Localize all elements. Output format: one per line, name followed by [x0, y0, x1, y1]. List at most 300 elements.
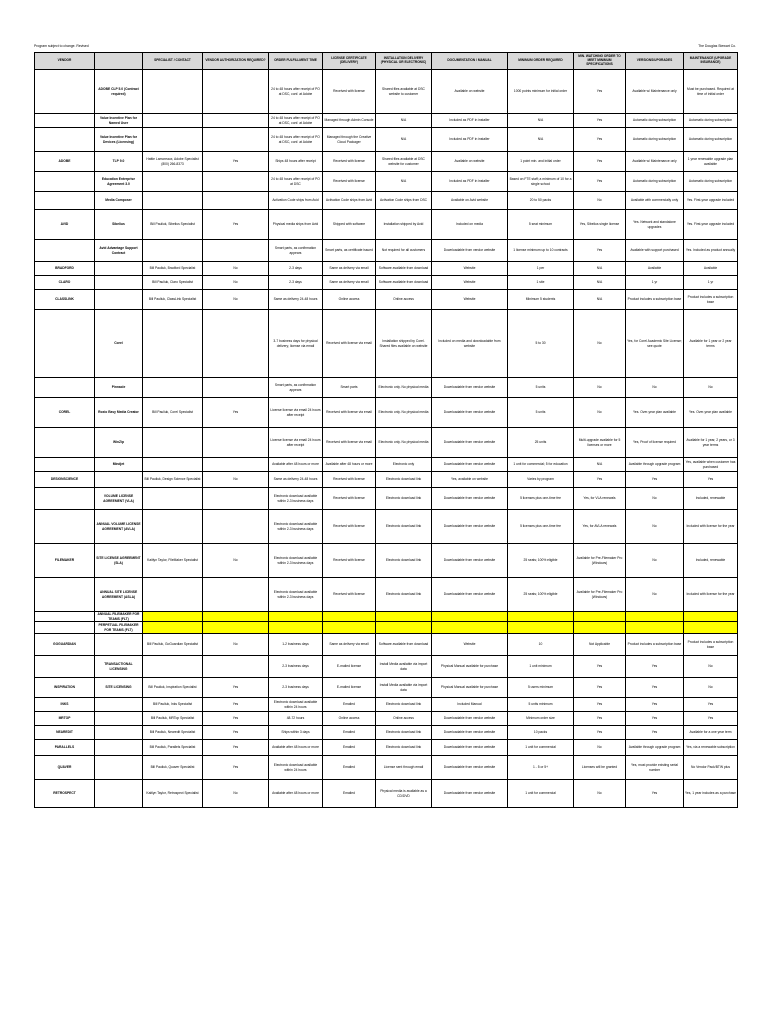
fulfillment-cell: Smart parts, as confirmation appears — [269, 240, 323, 262]
fulfillment-cell: Electronic download available within 24 hours — [269, 756, 323, 780]
auth-cell — [203, 70, 269, 114]
match-order-cell: Yes — [574, 712, 626, 726]
certificate-cell: Activation Code ships from Avid — [323, 192, 376, 210]
auth-cell — [203, 656, 269, 678]
minimum-cell: 1 site — [508, 276, 574, 290]
installation-cell: Electronic download link — [376, 544, 432, 578]
maintenance-cell: No — [684, 378, 738, 398]
vendor-cell — [35, 458, 95, 472]
table-row — [35, 612, 738, 622]
certificate-cell: Same as delivery via email — [323, 634, 376, 656]
versions-cell: Yes, for Corel Academic Site License; see quote — [626, 310, 684, 378]
col-header-match-order: MIN. WATCHING ORDER TO MEET MINIMUM SPECIFICATIONS — [574, 53, 626, 70]
contact-cell — [143, 70, 203, 114]
match-order-cell: N/A — [574, 262, 626, 276]
fulfillment-cell: Electronic download available within 2-3 business days — [269, 488, 323, 510]
auth-cell — [203, 428, 269, 458]
match-order-cell: Yes, for AVLA renewals — [574, 510, 626, 544]
versions-cell: Product includes a subscription base — [626, 634, 684, 656]
auth-cell: Yes — [203, 398, 269, 428]
program-cell — [95, 698, 143, 712]
documentation-cell: Downloadable from vendor website — [432, 510, 508, 544]
documentation-cell: Downloadable from vendor website — [432, 740, 508, 756]
auth-cell — [203, 488, 269, 510]
installation-cell: N/A — [376, 114, 432, 128]
maintenance-cell: Available for 1 year, 2 years, or 3 year terms — [684, 428, 738, 458]
program-cell — [95, 472, 143, 488]
versions-cell: Yes, Proof of license required — [626, 428, 684, 458]
vendor-cell: COREL — [35, 398, 95, 428]
documentation-cell — [432, 622, 508, 634]
documentation-cell: Downloadable from vendor website — [432, 712, 508, 726]
match-order-cell: No — [574, 378, 626, 398]
certificate-cell: Emailed — [323, 740, 376, 756]
table-row — [35, 172, 738, 192]
program-cell: WinZip — [95, 428, 143, 458]
versions-cell: Yes. Over-year plan available — [626, 398, 684, 428]
match-order-cell: Yes — [574, 114, 626, 128]
vendor-cell: NEAREDIT — [35, 726, 95, 740]
certificate-cell: Emailed — [323, 698, 376, 712]
program-cell: Roxio Easy Media Creator — [95, 398, 143, 428]
table-row — [35, 656, 738, 678]
maintenance-cell: Automatic during subscription — [684, 172, 738, 192]
documentation-cell: Physical Manual available for purchase — [432, 678, 508, 698]
maintenance-cell: 1 year renewable upgrade plan available — [684, 152, 738, 172]
maintenance-cell: Must be purchased. Required at time of initial order — [684, 70, 738, 114]
vendor-cell: INKS — [35, 698, 95, 712]
minimum-cell: 5 licenses plus one-time fee — [508, 488, 574, 510]
minimum-cell: 10 packs — [508, 726, 574, 740]
auth-cell — [203, 310, 269, 378]
documentation-cell: Downloadable from vendor website — [432, 578, 508, 612]
installation-cell: Online access — [376, 290, 432, 310]
certificate-cell: Emailed — [323, 756, 376, 780]
table-row — [35, 276, 738, 290]
minimum-cell: 5 units — [508, 398, 574, 428]
program-cell: SITE LICENSE AGREEMENT (SLA) — [95, 544, 143, 578]
minimum-cell: 1 unit for commercial — [508, 740, 574, 756]
match-order-cell: Yes — [574, 472, 626, 488]
contact-cell — [143, 378, 203, 398]
maintenance-cell: No — [684, 656, 738, 678]
contact-cell — [143, 488, 203, 510]
installation-cell: Electronic only. No physical media — [376, 378, 432, 398]
versions-cell: No — [626, 378, 684, 398]
documentation-cell: Downloadable from vendor website — [432, 240, 508, 262]
certificate-cell: Received with license — [323, 510, 376, 544]
auth-cell: No — [203, 780, 269, 808]
versions-cell: Yes — [626, 656, 684, 678]
fulfillment-cell — [269, 612, 323, 622]
versions-cell: Yes. Network and standalone upgrades — [626, 210, 684, 240]
program-cell — [95, 756, 143, 780]
match-order-cell: Multi-upgrade available for 5 licenses or more — [574, 428, 626, 458]
vendor-cell — [35, 70, 95, 114]
documentation-cell: Downloadable from vendor website — [432, 458, 508, 472]
program-cell: TLP 9.0 — [95, 152, 143, 172]
contact-cell: Bill Pauliuk, Inspiration Specialist — [143, 678, 203, 698]
contact-cell: Bill Pauliuk, MRTop Specialist — [143, 712, 203, 726]
contact-cell: Bill Pauliuk, Nearedit Specialist — [143, 726, 203, 740]
header-left-note: Program subject to change. Revised — [34, 44, 89, 48]
auth-cell — [203, 622, 269, 634]
match-order-cell: No — [574, 192, 626, 210]
table-row — [35, 756, 738, 780]
installation-cell — [376, 622, 432, 634]
maintenance-cell: Yes, via a renewable subscription — [684, 740, 738, 756]
minimum-cell: 5 to 30 — [508, 310, 574, 378]
vendor-cell — [35, 428, 95, 458]
documentation-cell: Downloadable from vendor website — [432, 428, 508, 458]
table-row — [35, 290, 738, 310]
match-order-cell — [574, 612, 626, 622]
fulfillment-cell: 24 to 48 hours after receipt of PO at DSC, conf. at Adobe — [269, 70, 323, 114]
fulfillment-cell: 2-3 business days — [269, 656, 323, 678]
table-row — [35, 780, 738, 808]
documentation-cell: Website — [432, 262, 508, 276]
installation-cell: Electronic download link — [376, 698, 432, 712]
table-row — [35, 114, 738, 128]
table-body — [35, 70, 738, 808]
contact-cell: Bill Pauliuk, Inks Specialist — [143, 698, 203, 712]
fulfillment-cell: Smart parts, as confirmation appears — [269, 378, 323, 398]
versions-cell: Automatic during subscription — [626, 172, 684, 192]
program-cell: Value Incentive Plan for Named User — [95, 114, 143, 128]
table-row — [35, 740, 738, 756]
match-order-cell — [574, 622, 626, 634]
program-cell: Media Composer — [95, 192, 143, 210]
certificate-cell: Managed through Admin Console — [323, 114, 376, 128]
match-order-cell: Not Applicable — [574, 634, 626, 656]
auth-cell — [203, 510, 269, 544]
installation-cell: Installation shipped by Corel. Shared files available on website — [376, 310, 432, 378]
table-row — [35, 488, 738, 510]
fulfillment-cell: Same as delivery 24-48 hours — [269, 472, 323, 488]
match-order-cell: Yes, for VLA renewals — [574, 488, 626, 510]
versions-cell: 1 yr — [626, 276, 684, 290]
fulfillment-cell: 2-3 days — [269, 262, 323, 276]
contact-cell — [143, 612, 203, 622]
certificate-cell: Received with license via email — [323, 428, 376, 458]
minimum-cell: 20 to 50 packs — [508, 192, 574, 210]
fulfillment-cell: 3-7 business days for physical delivery; license via email — [269, 310, 323, 378]
versions-cell — [626, 622, 684, 634]
certificate-cell — [323, 622, 376, 634]
maintenance-cell: Included with license for the year — [684, 578, 738, 612]
vendor-cell: FILEMAKER — [35, 544, 95, 578]
minimum-cell — [508, 612, 574, 622]
fulfillment-cell: Ships 48 hours after receipt — [269, 152, 323, 172]
vendor-cell — [35, 378, 95, 398]
documentation-cell: Downloadable from vendor website — [432, 398, 508, 428]
installation-cell: Electronic download link — [376, 740, 432, 756]
maintenance-cell: Product includes a subscription base — [684, 634, 738, 656]
match-order-cell: N/A — [574, 276, 626, 290]
vendor-cell — [35, 310, 95, 378]
contact-cell: Bill Pauliuk, ClassLink Specialist — [143, 290, 203, 310]
vendor-cell: PARALLELS — [35, 740, 95, 756]
vendor-cell — [35, 578, 95, 612]
fulfillment-cell: Ships within 3 days — [269, 726, 323, 740]
certificate-cell: Received with license via email — [323, 310, 376, 378]
vendor-cell — [35, 656, 95, 678]
col-header-fulfillment: ORDER FULFILLMENT TIME — [269, 53, 323, 70]
maintenance-cell: No Vendor Pack/BTW plus — [684, 756, 738, 780]
table-row — [35, 698, 738, 712]
table-row — [35, 210, 738, 240]
versions-cell: Available w/ Maintenance only — [626, 70, 684, 114]
certificate-cell: Available after 48 hours or more — [323, 458, 376, 472]
minimum-cell: Minimum 5 students — [508, 290, 574, 310]
certificate-cell: Received with license via email — [323, 398, 376, 428]
auth-cell — [203, 612, 269, 622]
minimum-cell: 5 seat minimum — [508, 210, 574, 240]
maintenance-cell: Product includes a subscription base — [684, 290, 738, 310]
certificate-cell: E-mailed license — [323, 656, 376, 678]
certificate-cell — [323, 612, 376, 622]
maintenance-cell: Yes, available when customer has purchased — [684, 458, 738, 472]
installation-cell: Electronic only — [376, 458, 432, 472]
program-cell — [95, 276, 143, 290]
maintenance-cell: 1 yr — [684, 276, 738, 290]
versions-cell: Yes — [626, 726, 684, 740]
documentation-cell: Downloadable from vendor website — [432, 780, 508, 808]
certificate-cell: Received with license — [323, 472, 376, 488]
minimum-cell: Minimum order size — [508, 712, 574, 726]
vendor-cell: DESIGNSCIENCE — [35, 472, 95, 488]
match-order-cell: Available for Pre-Filemaker Pro (Windows) — [574, 578, 626, 612]
col-header-certificate: LICENSE CERTIFICATE (DELIVERY) — [323, 53, 376, 70]
program-cell: PERPETUAL FILEMAKER FOR TEAMS (FLT) — [95, 622, 143, 634]
documentation-cell: Downloadable from vendor website — [432, 378, 508, 398]
auth-cell — [203, 240, 269, 262]
installation-cell: License sent through email — [376, 756, 432, 780]
maintenance-cell: Yes — [684, 698, 738, 712]
col-header-program — [95, 53, 143, 70]
minimum-cell: 1 unit minimum — [508, 656, 574, 678]
fulfillment-cell: 24 to 48 hours after receipt of PO at DSC, conf. at Adobe — [269, 114, 323, 128]
documentation-cell: Available on Avid website — [432, 192, 508, 210]
match-order-cell: Yes — [574, 70, 626, 114]
maintenance-cell: Available for a one year term — [684, 726, 738, 740]
versions-cell: Yes — [626, 780, 684, 808]
match-order-cell: Available for Pre-Filemaker Pro (Windows) — [574, 544, 626, 578]
auth-cell: Yes — [203, 712, 269, 726]
vendor-cell: GOGUARDIAN — [35, 634, 95, 656]
certificate-cell: Received with license — [323, 578, 376, 612]
maintenance-cell: Yes. First-year upgrade included — [684, 210, 738, 240]
contact-cell: Bill Pauliuk, Bradford Specialist — [143, 262, 203, 276]
table-row — [35, 398, 738, 428]
contact-cell — [143, 458, 203, 472]
program-cell — [95, 634, 143, 656]
maintenance-cell: Automatic during subscription — [684, 128, 738, 152]
contact-cell — [143, 428, 203, 458]
program-cell: Pinnacle — [95, 378, 143, 398]
versions-cell: Available with support purchased — [626, 240, 684, 262]
match-order-cell: Yes — [574, 172, 626, 192]
auth-cell — [203, 128, 269, 152]
program-cell — [95, 780, 143, 808]
contact-cell: Hattie Lamoreaux, Adobe Specialist (800) 266-8373 — [143, 152, 203, 172]
auth-cell: No — [203, 544, 269, 578]
fulfillment-cell: 2-3 business days — [269, 678, 323, 698]
installation-cell: Electronic only. No physical media — [376, 428, 432, 458]
installation-cell: Electronic download link — [376, 488, 432, 510]
documentation-cell — [432, 612, 508, 622]
installation-cell: Software available from download — [376, 262, 432, 276]
vendor-cell — [35, 172, 95, 192]
match-order-cell: Yes — [574, 678, 626, 698]
match-order-cell: Yes — [574, 698, 626, 712]
certificate-cell: Same as delivery via email — [323, 276, 376, 290]
program-cell: Sibelius — [95, 210, 143, 240]
col-header-minimum: MINIMUM ORDER REQUIRED — [508, 53, 574, 70]
col-header-auth: VENDOR AUTHORIZATION REQUIRED? — [203, 53, 269, 70]
certificate-cell: Smart parts — [323, 378, 376, 398]
versions-cell: Automatic during subscription — [626, 114, 684, 128]
contact-cell: Kaitlyn Taylor, Retrospect Specialist — [143, 780, 203, 808]
table-row — [35, 712, 738, 726]
vendor-cell — [35, 114, 95, 128]
vendor-cell — [35, 612, 95, 622]
table-row — [35, 578, 738, 612]
program-cell — [95, 726, 143, 740]
vendor-cell — [35, 510, 95, 544]
minimum-cell: N/A — [508, 114, 574, 128]
table-row — [35, 192, 738, 210]
match-order-cell: Yes, Sibelius single license — [574, 210, 626, 240]
fulfillment-cell: License license via email 24 hours after receipt — [269, 398, 323, 428]
fulfillment-cell: Same as delivery 24-48 hours — [269, 290, 323, 310]
vendor-cell: QUAVER — [35, 756, 95, 780]
auth-cell — [203, 192, 269, 210]
minimum-cell: 5 licenses plus one-time fee — [508, 510, 574, 544]
vendor-cell: BRADFORD — [35, 262, 95, 276]
vendor-cell: CLARO — [35, 276, 95, 290]
auth-cell: No — [203, 262, 269, 276]
documentation-cell: Included on media — [432, 210, 508, 240]
versions-cell: Automatic during subscription — [626, 128, 684, 152]
contact-cell — [143, 510, 203, 544]
versions-cell: No — [626, 510, 684, 544]
program-cell — [95, 290, 143, 310]
documentation-cell: Downloadable from vendor website — [432, 488, 508, 510]
installation-cell: Activation Code ships from DSC — [376, 192, 432, 210]
vendor-cell: RETROSPECT — [35, 780, 95, 808]
documentation-cell: Website — [432, 290, 508, 310]
contact-cell: Bill Pauliuk, Parallels Specialist — [143, 740, 203, 756]
program-cell: ANNUAL SITE LICENSE AGREEMENT (ASLA) — [95, 578, 143, 612]
match-order-cell: Yes — [574, 656, 626, 678]
vendor-cell — [35, 240, 95, 262]
fulfillment-cell: Physical media ships from Avid — [269, 210, 323, 240]
certificate-cell: Emailed — [323, 780, 376, 808]
fulfillment-cell: 48-72 hours — [269, 712, 323, 726]
maintenance-cell — [684, 612, 738, 622]
installation-cell: Electronic download link — [376, 578, 432, 612]
versions-cell: Yes — [626, 678, 684, 698]
installation-cell — [376, 612, 432, 622]
vendor-cell — [35, 192, 95, 210]
contact-cell: Bill Pauliuk, Claro Specialist — [143, 276, 203, 290]
installation-cell: Installation shipped by Avid — [376, 210, 432, 240]
versions-cell: Available with commercially only — [626, 192, 684, 210]
versions-cell: Product includes a subscription base — [626, 290, 684, 310]
versions-cell: Available through upgrade program — [626, 740, 684, 756]
match-order-cell: N/A — [574, 290, 626, 310]
vendor-cell: MRTOP — [35, 712, 95, 726]
installation-cell: Not required for all customers — [376, 240, 432, 262]
minimum-cell: 5 units — [508, 378, 574, 398]
minimum-cell: 1 unit for commercial; 5 for education — [508, 458, 574, 472]
table-row — [35, 378, 738, 398]
documentation-cell: Website — [432, 634, 508, 656]
minimum-cell: Based on FTE staff; a minimum of 10 for a single school — [508, 172, 574, 192]
fulfillment-cell: Electronic download available within 2-3 business days — [269, 578, 323, 612]
table-row — [35, 472, 738, 488]
certificate-cell: Online access — [323, 290, 376, 310]
contact-cell — [143, 114, 203, 128]
documentation-cell: Included as PDF in installer — [432, 114, 508, 128]
minimum-cell: 1 unit for commercial — [508, 780, 574, 808]
maintenance-cell: Available — [684, 262, 738, 276]
table-row — [35, 70, 738, 114]
versions-cell: Yes — [626, 712, 684, 726]
documentation-cell: Included as PDF in installer — [432, 128, 508, 152]
program-cell — [95, 740, 143, 756]
fulfillment-cell: 24 to 48 hours after receipt of PO at DSC, conf. at Adobe — [269, 128, 323, 152]
vendor-cell — [35, 488, 95, 510]
auth-cell: Yes — [203, 678, 269, 698]
header-company: The Douglas Stewart Co. — [698, 44, 736, 48]
program-cell: Mindjet — [95, 458, 143, 472]
match-order-cell: No — [574, 310, 626, 378]
fulfillment-cell — [269, 622, 323, 634]
fulfillment-cell: License license via email 24 hours after receipt — [269, 428, 323, 458]
table-row — [35, 510, 738, 544]
match-order-cell: Yes — [574, 128, 626, 152]
contact-cell — [143, 578, 203, 612]
table-row — [35, 678, 738, 698]
certificate-cell: Emailed — [323, 726, 376, 740]
fulfillment-cell: Available after 48 hours or more — [269, 458, 323, 472]
versions-cell: Available through upgrade program — [626, 458, 684, 472]
table-row — [35, 544, 738, 578]
minimum-cell: 1 license minimum up to 10 contracts — [508, 240, 574, 262]
maintenance-cell: Included, renewable — [684, 488, 738, 510]
contact-cell: Bill Pauliuk, GoGuardian Specialist — [143, 634, 203, 656]
fulfillment-cell: Available after 48 hours or more — [269, 780, 323, 808]
minimum-cell: 25 seats; 100% eligible — [508, 578, 574, 612]
certificate-cell: E-mailed license — [323, 678, 376, 698]
program-cell: VOLUME LICENSE AGREEMENT (VLA) — [95, 488, 143, 510]
program-cell: Corel — [95, 310, 143, 378]
contact-cell — [143, 240, 203, 262]
vendor-cell — [35, 622, 95, 634]
certificate-cell: Received with license — [323, 488, 376, 510]
vendor-cell: CLASSLINK — [35, 290, 95, 310]
fulfillment-cell: 2-3 days — [269, 276, 323, 290]
maintenance-cell: No — [684, 678, 738, 698]
program-cell: SITE LICENSING — [95, 678, 143, 698]
auth-cell — [203, 378, 269, 398]
contact-cell — [143, 172, 203, 192]
table-row — [35, 152, 738, 172]
installation-cell: N/A — [376, 128, 432, 152]
certificate-cell: Managed through the Creative Cloud Packager — [323, 128, 376, 152]
